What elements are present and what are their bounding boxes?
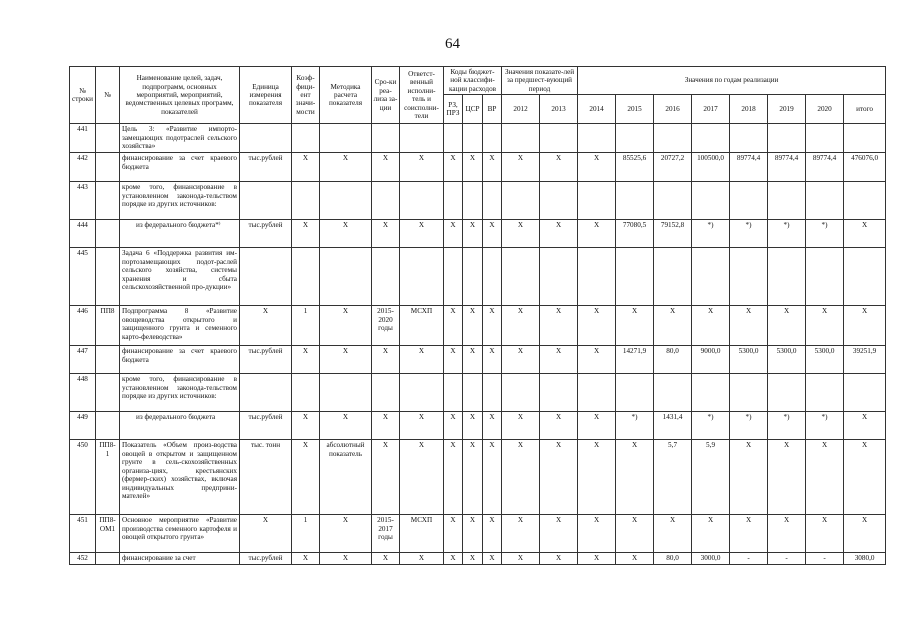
cell-row-no: 441 <box>70 124 96 153</box>
cell-value: 20727,2 <box>654 153 692 182</box>
cell-value <box>692 124 730 153</box>
cell-value: *) <box>806 220 844 248</box>
cell-value <box>806 182 844 220</box>
cell-value: *) <box>692 220 730 248</box>
cell-name: Подпрограмма 8 «Развитие овощеводства открытого и защищенного грунта и семенного карто-фелеводства» <box>120 306 240 346</box>
cell-value: - <box>768 553 806 564</box>
cell-value: Х <box>578 440 616 515</box>
cell-value: 100500,0 <box>692 153 730 182</box>
cell-term <box>372 374 400 412</box>
table-row <box>70 220 886 248</box>
cell-value: Х <box>540 412 578 440</box>
cell-total: 476076,0 <box>844 153 886 182</box>
cell-value: Х <box>540 153 578 182</box>
cell-csr <box>463 182 483 220</box>
cell-value <box>578 124 616 153</box>
cell-unit <box>240 124 292 153</box>
cell-total: Х <box>844 306 886 346</box>
table-row <box>70 515 886 553</box>
cell-value: 89774,4 <box>806 153 844 182</box>
cell-value <box>654 182 692 220</box>
cell-vr <box>483 248 502 306</box>
col-vr: ВР <box>483 95 502 124</box>
cell-total <box>844 374 886 412</box>
cell-method: Х <box>320 412 372 440</box>
cell-name: из федерального бюджета <box>120 412 240 440</box>
cell-value: Х <box>730 306 768 346</box>
cell-term: 2015-2020 годы <box>372 306 400 346</box>
cell-value: *) <box>768 412 806 440</box>
cell-value <box>768 248 806 306</box>
cell-csr: Х <box>463 306 483 346</box>
cell-total: 39251,9 <box>844 346 886 374</box>
cell-unit <box>240 248 292 306</box>
cell-coef: Х <box>292 346 320 374</box>
cell-value: Х <box>578 306 616 346</box>
cell-value: Х <box>578 412 616 440</box>
cell-value <box>768 374 806 412</box>
cell-no <box>96 220 120 248</box>
cell-value: 5300,0 <box>806 346 844 374</box>
cell-value: 5,7 <box>654 440 692 515</box>
cell-value: Х <box>540 220 578 248</box>
cell-name: Показатель «Объем произ-водства овощей в открытом и защищенном грунте в сель-скохозяйственных организа-циях, крестьянских (фермер-ских) хозяйствах, включая индивидуальных предприни-мателей» <box>120 440 240 515</box>
cell-method: Х <box>320 515 372 553</box>
cell-coef <box>292 374 320 412</box>
col-year: 2017 <box>692 95 730 124</box>
cell-value: Х <box>768 306 806 346</box>
cell-value <box>692 182 730 220</box>
cell-coef <box>292 248 320 306</box>
cell-value: Х <box>806 306 844 346</box>
table-row <box>70 248 886 306</box>
cell-responsible: Х <box>400 553 444 564</box>
cell-csr <box>463 374 483 412</box>
col-year: 2016 <box>654 95 692 124</box>
cell-value: - <box>730 553 768 564</box>
cell-vr: Х <box>483 220 502 248</box>
cell-value: Х <box>502 346 540 374</box>
cell-no <box>96 248 120 306</box>
cell-value: Х <box>502 412 540 440</box>
cell-method <box>320 248 372 306</box>
cell-value: Х <box>616 553 654 564</box>
cell-rz: Х <box>444 346 463 374</box>
col-csr: ЦСР <box>463 95 483 124</box>
cell-unit: тыс.рублей <box>240 346 292 374</box>
cell-term <box>372 124 400 153</box>
cell-vr: Х <box>483 346 502 374</box>
cell-value: 9000,0 <box>692 346 730 374</box>
cell-unit: тыс.рублей <box>240 153 292 182</box>
cell-method: Х <box>320 346 372 374</box>
cell-value: - <box>806 553 844 564</box>
cell-value: 3000,0 <box>692 553 730 564</box>
cell-value <box>616 374 654 412</box>
cell-value <box>540 182 578 220</box>
cell-method <box>320 124 372 153</box>
cell-row-no: 452 <box>70 553 96 564</box>
cell-no <box>96 374 120 412</box>
cell-unit: тыс.рублей <box>240 412 292 440</box>
cell-responsible: МСХП <box>400 306 444 346</box>
cell-csr: Х <box>463 515 483 553</box>
cell-value: Х <box>578 515 616 553</box>
cell-value <box>540 374 578 412</box>
cell-responsible <box>400 182 444 220</box>
cell-no: ПП8-1 <box>96 440 120 515</box>
cell-rz <box>444 124 463 153</box>
cell-unit <box>240 374 292 412</box>
cell-row-no: 450 <box>70 440 96 515</box>
cell-name: финансирование за счет краевого бюджета <box>120 153 240 182</box>
cell-row-no: 451 <box>70 515 96 553</box>
cell-value: Х <box>768 440 806 515</box>
cell-no <box>96 124 120 153</box>
cell-value: 5,9 <box>692 440 730 515</box>
cell-csr: Х <box>463 346 483 374</box>
cell-total <box>844 124 886 153</box>
cell-method: Х <box>320 553 372 564</box>
cell-csr <box>463 124 483 153</box>
cell-row-no: 446 <box>70 306 96 346</box>
cell-csr: Х <box>463 553 483 564</box>
cell-total: Х <box>844 515 886 553</box>
cell-value <box>730 124 768 153</box>
cell-value <box>654 124 692 153</box>
cell-value <box>502 248 540 306</box>
cell-value: Х <box>540 515 578 553</box>
cell-no <box>96 346 120 374</box>
cell-vr: Х <box>483 440 502 515</box>
cell-no <box>96 153 120 182</box>
table-row <box>70 346 886 374</box>
cell-rz: Х <box>444 553 463 564</box>
col-method: Методика расчета показателя <box>320 67 372 124</box>
cell-value <box>768 182 806 220</box>
cell-value: *) <box>730 220 768 248</box>
cell-row-no: 447 <box>70 346 96 374</box>
cell-value: Х <box>692 515 730 553</box>
cell-value <box>616 248 654 306</box>
cell-term: Х <box>372 346 400 374</box>
cell-value: 85525,6 <box>616 153 654 182</box>
cell-value: 5300,0 <box>768 346 806 374</box>
col-coef: Коэф-фици-ент значи-мости <box>292 67 320 124</box>
cell-value: Х <box>616 306 654 346</box>
cell-coef: 1 <box>292 306 320 346</box>
cell-rz: Х <box>444 515 463 553</box>
col-year: 2014 <box>578 95 616 124</box>
cell-coef: Х <box>292 553 320 564</box>
cell-responsible: Х <box>400 440 444 515</box>
cell-value: Х <box>502 306 540 346</box>
cell-value: Х <box>540 553 578 564</box>
cell-term <box>372 182 400 220</box>
cell-value: 80,0 <box>654 346 692 374</box>
cell-rz: Х <box>444 220 463 248</box>
cell-name: финансирование за счет <box>120 553 240 564</box>
table-row <box>70 306 886 346</box>
cell-value <box>616 124 654 153</box>
cell-term: 2015-2017 годы <box>372 515 400 553</box>
cell-value: Х <box>540 306 578 346</box>
cell-value: Х <box>502 220 540 248</box>
cell-value <box>578 182 616 220</box>
cell-csr: Х <box>463 440 483 515</box>
cell-value: Х <box>654 515 692 553</box>
col-year: 2019 <box>768 95 806 124</box>
cell-value: *) <box>616 412 654 440</box>
cell-term: Х <box>372 553 400 564</box>
table-row <box>70 440 886 515</box>
cell-value <box>730 182 768 220</box>
indicators-table <box>69 66 886 565</box>
cell-responsible: Х <box>400 153 444 182</box>
cell-value: 80,0 <box>654 553 692 564</box>
col-year: 2018 <box>730 95 768 124</box>
cell-rz <box>444 374 463 412</box>
cell-vr <box>483 182 502 220</box>
cell-vr: Х <box>483 412 502 440</box>
cell-name: Цель 3: «Развитие импорто-замещающих подотраслей сельского хозяйства» <box>120 124 240 153</box>
cell-unit: тыс.рублей <box>240 553 292 564</box>
cell-total <box>844 182 886 220</box>
cell-value <box>540 248 578 306</box>
cell-total: Х <box>844 412 886 440</box>
cell-coef: Х <box>292 412 320 440</box>
cell-value: *) <box>692 412 730 440</box>
cell-value <box>692 374 730 412</box>
col-name: Наименование целей, задач, подпрограмм, основных мероприятий, мероприятий, ведомственных целевых программ, показателей <box>120 67 240 124</box>
cell-no <box>96 412 120 440</box>
cell-no: ПП8-ОМ1 <box>96 515 120 553</box>
cell-value <box>502 182 540 220</box>
cell-value: Х <box>616 440 654 515</box>
cell-value: 14271,9 <box>616 346 654 374</box>
cell-value <box>502 374 540 412</box>
cell-value <box>768 124 806 153</box>
cell-row-no: 444 <box>70 220 96 248</box>
cell-method: Х <box>320 153 372 182</box>
cell-coef: 1 <box>292 515 320 553</box>
cell-coef: Х <box>292 153 320 182</box>
col-no: № <box>96 67 120 124</box>
cell-value: Х <box>730 440 768 515</box>
cell-name: финансирование за счет краевого бюджета <box>120 346 240 374</box>
cell-name: кроме того, финансирование в установленном законода-тельством порядке из других источников: <box>120 182 240 220</box>
cell-responsible <box>400 248 444 306</box>
cell-value: Х <box>578 153 616 182</box>
cell-row-no: 442 <box>70 153 96 182</box>
col-responsible: Ответст-венный исполни-тель и соисполни-тели <box>400 67 444 124</box>
cell-value <box>654 374 692 412</box>
cell-value <box>654 248 692 306</box>
cell-value <box>806 248 844 306</box>
cell-value <box>540 124 578 153</box>
col-row-no: № строки <box>70 67 96 124</box>
cell-rz: Х <box>444 412 463 440</box>
page-number: 64 <box>445 36 460 52</box>
cell-value: Х <box>502 553 540 564</box>
cell-rz: Х <box>444 153 463 182</box>
cell-responsible <box>400 124 444 153</box>
cell-rz <box>444 248 463 306</box>
cell-vr: Х <box>483 306 502 346</box>
cell-total: 3080,0 <box>844 553 886 564</box>
table-row <box>70 553 886 564</box>
col-year: 2015 <box>616 95 654 124</box>
cell-unit: тыс. тонн <box>240 440 292 515</box>
cell-total: Х <box>844 440 886 515</box>
cell-unit: тыс.рублей <box>240 220 292 248</box>
cell-method: Х <box>320 306 372 346</box>
cell-no <box>96 182 120 220</box>
cell-value: Х <box>502 153 540 182</box>
cell-value: Х <box>540 346 578 374</box>
cell-method: абсолютный показатель <box>320 440 372 515</box>
cell-row-no: 443 <box>70 182 96 220</box>
cell-value: 5300,0 <box>730 346 768 374</box>
cell-name: Задача 6 «Поддержка развития им-портозамещающих подот-раслей сельского хозяйства, системы хранения и сбыта сельскохозяйственной про-дукции» <box>120 248 240 306</box>
cell-value: Х <box>578 346 616 374</box>
cell-value: Х <box>540 440 578 515</box>
cell-value: *) <box>768 220 806 248</box>
cell-value <box>730 374 768 412</box>
col-prev-period: Значения показате-лей за предшест-вующий период <box>502 67 578 95</box>
cell-vr <box>483 374 502 412</box>
cell-value: Х <box>654 306 692 346</box>
cell-vr: Х <box>483 515 502 553</box>
cell-row-no: 448 <box>70 374 96 412</box>
cell-value <box>806 374 844 412</box>
cell-term <box>372 248 400 306</box>
cell-value <box>616 182 654 220</box>
table-row <box>70 412 886 440</box>
cell-value <box>806 124 844 153</box>
cell-value: Х <box>806 515 844 553</box>
col-unit: Единица измерения показателя <box>240 67 292 124</box>
cell-method <box>320 182 372 220</box>
cell-total <box>844 248 886 306</box>
cell-csr: Х <box>463 220 483 248</box>
col-term: Сро-ки реа-лиза за-ции <box>372 67 400 124</box>
cell-value: Х <box>578 553 616 564</box>
col-year: 2013 <box>540 95 578 124</box>
table-row <box>70 153 886 182</box>
cell-value: Х <box>616 515 654 553</box>
cell-term: Х <box>372 153 400 182</box>
cell-value: *) <box>806 412 844 440</box>
cell-csr: Х <box>463 153 483 182</box>
col-total: итого <box>844 95 886 124</box>
cell-value <box>578 374 616 412</box>
cell-vr: Х <box>483 553 502 564</box>
cell-vr <box>483 124 502 153</box>
cell-method: Х <box>320 220 372 248</box>
cell-value <box>730 248 768 306</box>
cell-unit <box>240 182 292 220</box>
cell-no: ПП8 <box>96 306 120 346</box>
cell-csr <box>463 248 483 306</box>
table-row <box>70 124 886 153</box>
cell-value: 89774,4 <box>768 153 806 182</box>
cell-value: 79152,8 <box>654 220 692 248</box>
cell-name: из федерального бюджета*⁾ <box>120 220 240 248</box>
col-years-block: Значения по годам реализации <box>578 67 886 95</box>
cell-value: 77080,5 <box>616 220 654 248</box>
cell-value: 1431,4 <box>654 412 692 440</box>
cell-value <box>578 248 616 306</box>
col-rz: РЗ, ПРЗ <box>444 95 463 124</box>
cell-value: Х <box>578 220 616 248</box>
cell-value <box>502 124 540 153</box>
cell-value: 89774,4 <box>730 153 768 182</box>
col-budget-codes: Коды бюджет-ной классифи-кации расходов <box>444 67 502 95</box>
cell-term: Х <box>372 440 400 515</box>
cell-responsible: Х <box>400 412 444 440</box>
cell-responsible: Х <box>400 220 444 248</box>
cell-vr: Х <box>483 153 502 182</box>
col-year: 2012 <box>502 95 540 124</box>
cell-total: Х <box>844 220 886 248</box>
cell-responsible: МСХП <box>400 515 444 553</box>
cell-value: *) <box>730 412 768 440</box>
cell-method <box>320 374 372 412</box>
cell-csr: Х <box>463 412 483 440</box>
cell-value: Х <box>806 440 844 515</box>
cell-row-no: 449 <box>70 412 96 440</box>
cell-value: Х <box>502 440 540 515</box>
table-body <box>70 124 886 564</box>
table-row <box>70 374 886 412</box>
cell-name: Основное мероприятие «Развитие производства семенного картофеля и овощей открытого грунта» <box>120 515 240 553</box>
cell-name: кроме того, финансирование в установленном законода-тельством порядке из других источников: <box>120 374 240 412</box>
cell-coef <box>292 124 320 153</box>
table-row <box>70 182 886 220</box>
cell-unit: Х <box>240 306 292 346</box>
cell-value: Х <box>692 306 730 346</box>
cell-responsible: Х <box>400 346 444 374</box>
cell-term: Х <box>372 220 400 248</box>
cell-rz: Х <box>444 306 463 346</box>
cell-unit: Х <box>240 515 292 553</box>
cell-rz: Х <box>444 440 463 515</box>
cell-coef: Х <box>292 220 320 248</box>
cell-coef: Х <box>292 440 320 515</box>
cell-value: Х <box>730 515 768 553</box>
cell-row-no: 445 <box>70 248 96 306</box>
cell-coef <box>292 182 320 220</box>
col-year: 2020 <box>806 95 844 124</box>
cell-value: Х <box>768 515 806 553</box>
cell-value: Х <box>502 515 540 553</box>
cell-no <box>96 553 120 564</box>
cell-term: Х <box>372 412 400 440</box>
cell-responsible <box>400 374 444 412</box>
cell-rz <box>444 182 463 220</box>
cell-value <box>692 248 730 306</box>
